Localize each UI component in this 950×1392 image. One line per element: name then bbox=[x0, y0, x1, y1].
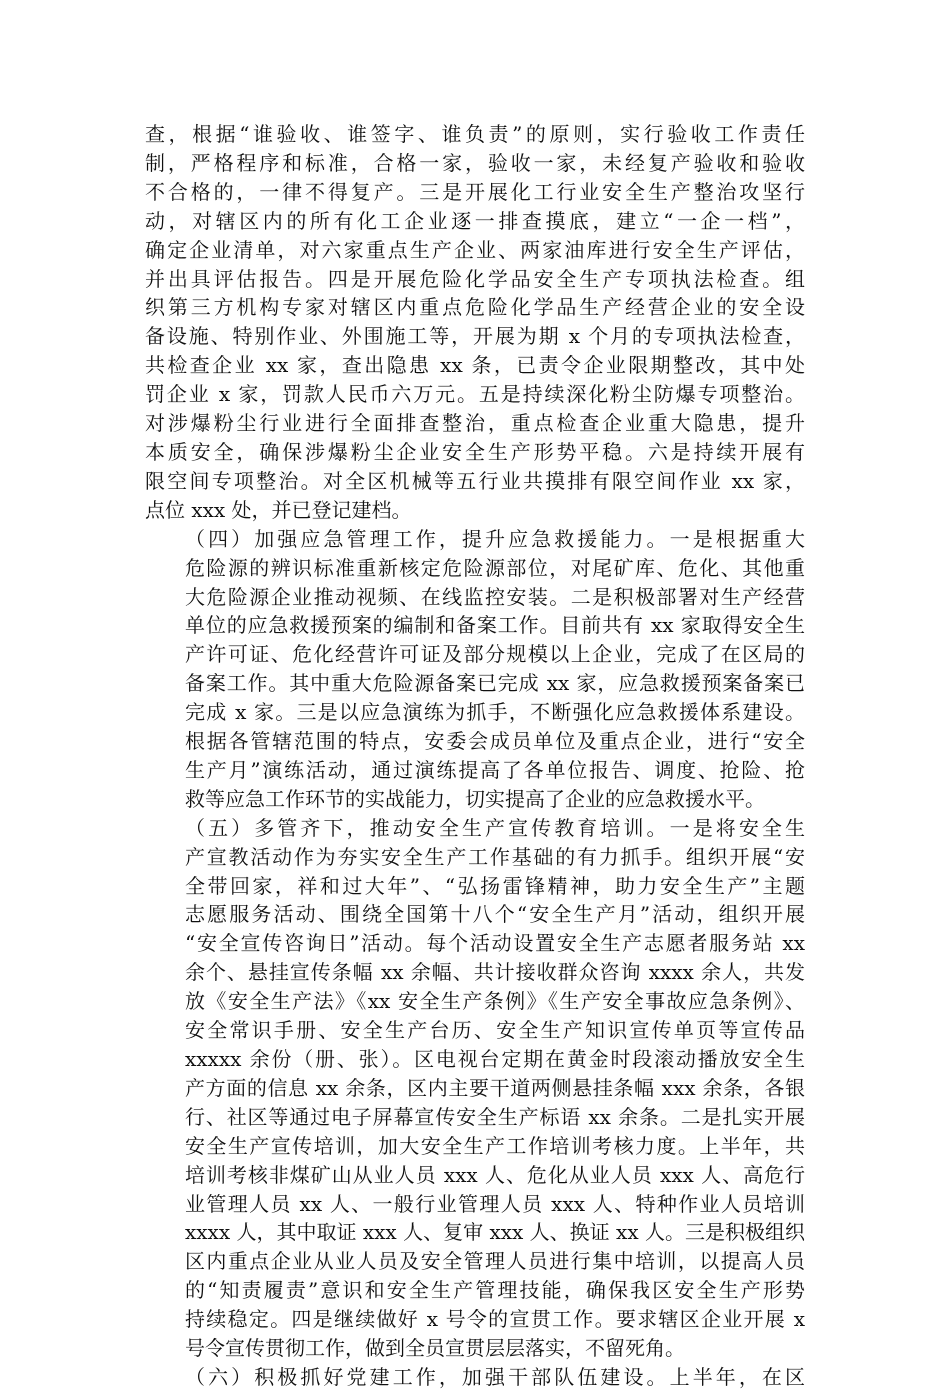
text-line: （四）加强应急管理工作，提升应急救援能力。一是根据重大 bbox=[185, 526, 805, 551]
text-line: 持续稳定。四是继续做好 x 号令的宣贯工作。要求辖区企业开展 x bbox=[185, 1307, 805, 1332]
text-line: 罚企业 x 家，罚款人民币六万元。五是持续深化粉尘防爆专项整治。 bbox=[145, 382, 805, 407]
text-line: 对涉爆粉尘行业进行全面排查整治，重点检查企业重大隐患，提升 bbox=[145, 411, 805, 436]
text-line: 确定企业清单，对六家重点生产企业、两家油库进行安全生产评估， bbox=[145, 237, 805, 262]
text-line: 本质安全，确保涉爆粉尘企业安全生产形势平稳。六是持续开展有 bbox=[145, 439, 805, 464]
text-line: 志愿服务活动、围绕全国第十八个“安全生产月”活动，组织开展 bbox=[185, 902, 805, 927]
text-line: 共检查企业 xx 家，查出隐患 xx 条，已责令企业限期整改，其中处 bbox=[145, 353, 805, 378]
paragraph bbox=[145, 120, 805, 525]
text-line: “安全宣传咨询日”活动。每个活动设置安全生产志愿者服务站 xx bbox=[185, 931, 805, 956]
text-line: 危险源的辨识标准重新核定危险源部位，对尾矿库、危化、其他重 bbox=[185, 555, 805, 580]
text-line: 备案工作。其中重大危险源备案已完成 xx 家，应急救援预案备案已 bbox=[185, 671, 805, 696]
text-line: 业管理人员 xx 人、一般行业管理人员 xxx 人、特种作业人员培训 bbox=[185, 1191, 805, 1216]
text-line: 救等应急工作环节的实战能力，切实提高了企业的应急救援水平。 bbox=[185, 786, 765, 811]
text-line: 区内重点企业从业人员及安全管理人员进行集中培训，以提高人员 bbox=[185, 1249, 805, 1274]
text-line: 根据各管辖范围的特点，安委会成员单位及重点企业，进行“安全 bbox=[185, 729, 805, 754]
text-line: 的“知责履责”意识和安全生产管理技能，确保我区安全生产形势 bbox=[185, 1278, 805, 1303]
text-line: 产宣教活动作为夯实安全生产工作基础的有力抓手。组织开展“安 bbox=[185, 844, 805, 869]
text-line: 不合格的，一律不得复产。三是开展化工行业安全生产整治攻坚行 bbox=[145, 179, 805, 204]
text-line: xxxxx 余份（册、张）。区电视台定期在黄金时段滚动播放安全生 bbox=[185, 1047, 805, 1071]
text-line: 查，根据“谁验收、谁签字、谁负责”的原则，实行验收工作责任 bbox=[145, 122, 805, 146]
text-line: 产方面的信息 xx 余条，区内主要干道两侧悬挂条幅 xxx 余条，各银 bbox=[185, 1075, 805, 1100]
text-line: 点位 xxx 处，并已登记建档。 bbox=[145, 497, 412, 522]
text-line: 并出具评估报告。四是开展危险化学品安全生产专项执法检查。组 bbox=[145, 266, 805, 291]
text-line: 织第三方机构专家对辖区内重点危险化学品生产经营企业的安全设 bbox=[145, 295, 805, 320]
paragraph bbox=[145, 1363, 805, 1392]
text-line: 制，严格程序和标准，合格一家，验收一家，未经复产验收和验收 bbox=[145, 150, 805, 175]
text-line: 培训考核非煤矿山从业人员 xxx 人、危化从业人员 xxx 人、高危行 bbox=[185, 1162, 805, 1187]
text-line: 动，对辖区内的所有化工企业逐一排查摸底，建立“一企一档”， bbox=[145, 208, 805, 233]
text-line: 行、社区等通过电子屏幕宣传安全生产标语 xx 余条。二是扎实开展 bbox=[185, 1104, 805, 1129]
text-line: 放《安全生产法》《xx 安全生产条例》《生产安全事故应急条例》、 bbox=[185, 989, 805, 1014]
text-line: 号令宣传贯彻工作，做到全员宣贯层层落实，不留死角。 bbox=[185, 1336, 685, 1361]
text-line: 安全生产宣传培训，加大安全生产工作培训考核力度。上半年，共 bbox=[185, 1133, 805, 1158]
text-line: 单位的应急救援预案的编制和备案工作。目前共有 xx 家取得安全生 bbox=[185, 613, 805, 638]
text-line: 限空间专项整治。对全区机械等五行业共摸排有限空间作业 xx 家， bbox=[145, 468, 805, 493]
text-line: （五）多管齐下，推动安全生产宣传教育培训。一是将安全生 bbox=[185, 815, 805, 840]
text-line: 产许可证、危化经营许可证及部分规模以上企业，完成了在区局的 bbox=[185, 642, 805, 667]
paragraph bbox=[145, 525, 805, 814]
text-line: 余个、悬挂宣传条幅 xx 余幅、共计接收群众咨询 xxxx 余人，共发 bbox=[185, 960, 805, 985]
document-body bbox=[145, 120, 805, 1392]
paragraph bbox=[145, 814, 805, 1363]
text-line: xxxx 人，其中取证 xxx 人、复审 xxx 人、换证 xx 人。三是积极组织 bbox=[185, 1220, 805, 1245]
text-line: 安全常识手册、安全生产台历、安全生产知识宣传单页等宣传品 bbox=[185, 1018, 805, 1043]
text-line: 全带回家，祥和过大年”、“弘扬雷锋精神，助力安全生产”主题 bbox=[185, 873, 805, 898]
text-line: 备设施、特别作业、外围施工等，开展为期 x 个月的专项执法检查， bbox=[145, 324, 805, 349]
text-line: 生产月”演练活动，通过演练提高了各单位报告、调度、抢险、抢 bbox=[185, 757, 805, 782]
text-line: 完成 x 家。三是以应急演练为抓手，不断强化应急救援体系建设。 bbox=[185, 700, 805, 725]
text-line: （六）积极抓好党建工作，加强干部队伍建设。上半年，在区 bbox=[185, 1364, 805, 1389]
text-line: 大危险源企业推动视频、在线监控安装。二是积极部署对生产经营 bbox=[185, 584, 805, 609]
